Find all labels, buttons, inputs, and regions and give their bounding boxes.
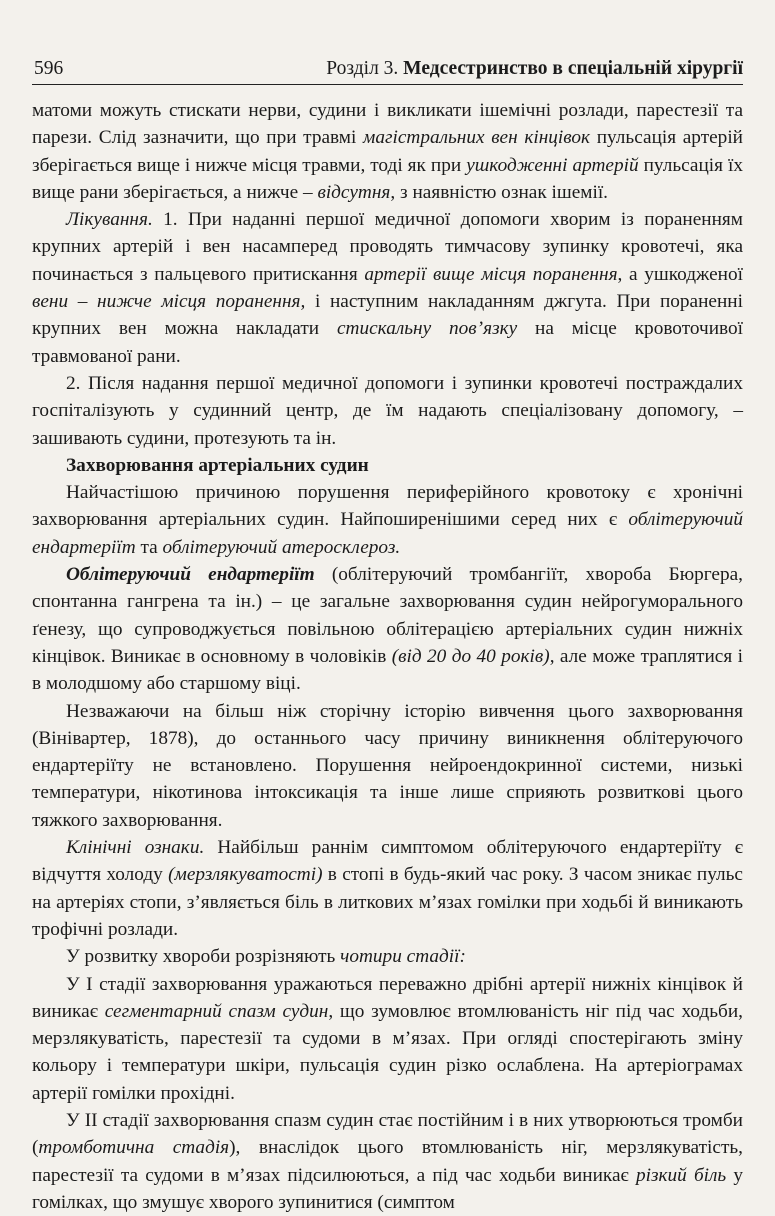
emphasis: сегментарний спазм судин xyxy=(104,1000,329,1022)
emphasis: магістральних вен кінцівок xyxy=(363,127,591,149)
text-run: на місце кровоточивої травмованої рани. xyxy=(32,318,743,367)
emphasis: відсутня xyxy=(317,181,391,203)
emphasis: облітеруючий ендартеріїт xyxy=(32,509,743,558)
paragraph-stage-1 xyxy=(32,971,743,1107)
run-in-heading: Лікування. xyxy=(66,209,153,231)
emphasis: ушкодженні артерій xyxy=(466,154,639,176)
paragraph-trauma-continuation xyxy=(32,97,743,206)
text-run: У І стадії захворювання уражаються переважно дрібні артерії нижніх кінцівок й виникає xyxy=(32,973,743,1022)
section-label: Розділ 3. xyxy=(326,58,399,79)
paragraph-clinical-signs xyxy=(32,834,743,943)
text-run: , що зумовлює втомлюваність ніг під час ходьби, мерзлякуватість, парестезії та судоми в м’язах. При огляді спостерігають зміну кольору і температури шкіри, пульсація судин різко ослаблена. На артеріограмах артерії гомілки прохідні. xyxy=(32,1000,743,1104)
emphasis: тромботична стадія xyxy=(38,1137,230,1159)
paragraph-hospitalization: 2. Після надання першої медичної допомоги і зупинки кровотечі постраждалих госпіталізують у судинний центр, де їм надають спеціалізовану допомогу, – зашивають судини, протезують та ін. xyxy=(32,372,743,449)
running-header xyxy=(32,54,743,85)
emphasis: артерії вище місця поранення xyxy=(364,263,618,285)
text-run: , з наявністю ознак ішемії. xyxy=(390,181,609,203)
text-run: пульсація їх вище рани зберігається, а нижче – xyxy=(32,154,743,203)
text-run: матоми можуть стискати нерви, судини і викликати ішемічні розлади, парестезії та парези. Слід зазначити, що при травмі xyxy=(32,100,743,149)
paragraph-endarteritis-definition xyxy=(32,561,743,697)
text-run: у гомілках, що змушує хворого зупинитися (симптом xyxy=(32,1164,743,1213)
emphasis: (мерзлякуватості) xyxy=(168,864,323,886)
emphasis: різкий біль xyxy=(635,1164,727,1186)
term-heading: Облітеруючий ендартеріїт xyxy=(66,564,315,586)
paragraph-treatment xyxy=(32,206,743,370)
text-run: в стопі в будь-який час року. З часом зникає пульс на артеріях стопи, з’являється біль в литкових м’язах гомілки при ходьбі й виникають трофічні розлади. xyxy=(32,864,743,940)
text-run: пульсація артерій зберігається вище і нижче місця травми, тоді як при xyxy=(32,127,743,176)
page-body xyxy=(32,97,743,1216)
text-run: та xyxy=(135,536,163,558)
text-run: (облітеруючий тромбангіїт, хвороба Бюргера, спонтанна гангрена та ін.) – це загальне захворювання судин нейрогуморального ґенезу, що супроводжується повільною облітерацією артеріальних судин нижніх кінцівок. Виникає в основному в чоловіків xyxy=(32,564,743,667)
paragraph-stages-intro xyxy=(32,943,743,970)
text-run: У ІІ стадії захворювання спазм судин стає постійним і в них утворюються тромби ( xyxy=(32,1109,743,1159)
page-number: 596 xyxy=(34,58,64,79)
emphasis: стискальну пов’язку xyxy=(336,318,518,340)
section-heading: Захворювання артеріальних судин xyxy=(66,454,369,476)
chapter-title: Медсестринство в спеціальній хірургії xyxy=(403,58,743,79)
emphasis: облітеруючий атеросклероз. xyxy=(162,536,401,558)
emphasis: чотири стадії: xyxy=(340,946,466,968)
run-in-heading: Клінічні ознаки. xyxy=(66,837,205,859)
paragraph-causes xyxy=(32,479,743,561)
text-run: , але може траплятися і в молодшому або старшому віці. xyxy=(32,645,743,695)
text-run: Найбільш раннім симптомом облітеруючого ендартеріїту є відчуття холоду xyxy=(32,837,743,886)
emphasis: вени – нижче місця поранення, xyxy=(32,291,306,313)
text-run: ), внаслідок цього втомлюваність ніг, мерзлякуватість, парестезії та судоми в м’язах підсилюються, а під час ходьби виникає xyxy=(32,1137,743,1186)
text-run: , а ушкодженої xyxy=(617,263,743,285)
running-head-title xyxy=(326,58,743,80)
text-run: і наступним накладанням джгута. При пораненні крупних вен можна накладати xyxy=(32,291,743,340)
paragraph-history: Незважаючи на більш ніж сторічну історію вивчення цього захворювання (Вінівартер, 1878), до останнього часу причину виникнення облітеруючого ендартеріїту не встановлено. Порушення нейроендокринної системи, низькі температури, нікотинова інтоксикація та інше лише сприяють розвиткові цього тяжкого захворювання. xyxy=(32,700,743,831)
text-run: У розвитку хвороби розрізняють xyxy=(66,946,341,968)
emphasis: (від 20 до 40 років) xyxy=(391,645,550,667)
text-run: 1. При наданні першої медичної допомоги хворим із пораненням крупних артерій і вен насамперед проводять тимчасову зупинку кровотечі, яка починається з пальцевого притискання xyxy=(32,209,743,285)
text-run: Найчастішою причиною порушення периферійного кровотоку є хронічні захворювання артеріальних судин. Найпоширенішими серед них є xyxy=(32,482,743,531)
